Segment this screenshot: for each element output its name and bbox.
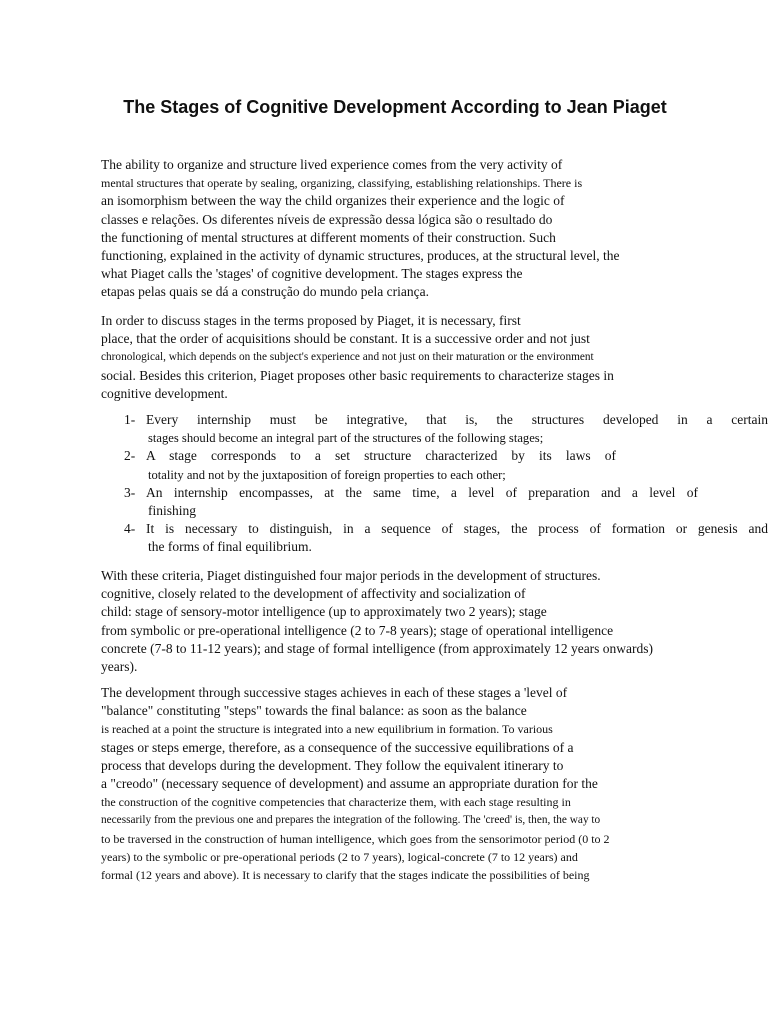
criteria-list bbox=[124, 411, 768, 557]
list-item bbox=[124, 411, 768, 447]
text-line: In order to discuss stages in the terms proposed by Piaget, it is necessary, first bbox=[101, 313, 521, 328]
text-line: the functioning of mental structures at different moments of their construction. Such bbox=[101, 229, 556, 245]
text-line: child: stage of sensory-motor intelligence (up to approximately two 2 years); stage bbox=[101, 604, 547, 620]
text-line: "balance" constituting "steps" towards the final balance: as soon as the balance bbox=[101, 703, 527, 719]
list-number: 4- bbox=[124, 521, 136, 537]
text-line: chronological, which depends on the subject's experience and not just on their maturation or the environment bbox=[101, 351, 594, 364]
text-line: an isomorphism between the way the child organizes their experience and the logic of bbox=[101, 193, 565, 209]
list-text-continued: totality and not by the juxtaposition of foreign properties to each other; bbox=[148, 467, 506, 482]
list-text-continued: the forms of final equilibrium. bbox=[148, 539, 312, 555]
text-line: cognitive development. bbox=[101, 385, 228, 401]
text-line: The development through successive stages achieves in each of these stages a 'level of bbox=[101, 685, 568, 700]
list-item bbox=[124, 520, 768, 556]
text-line: necessarily from the previous one and prepares the integration of the following. The 'creed' is, then, the way to bbox=[101, 814, 601, 827]
list-item bbox=[124, 447, 768, 483]
list-text: It is necessary to distinguish, in a sequence of stages, the process of formation or genesis and bbox=[146, 521, 768, 537]
text-line: stages or steps emerge, therefore, as a consequence of the successive equilibrations of a bbox=[101, 739, 574, 755]
list-number: 2- bbox=[124, 448, 136, 464]
text-line: mental structures that operate by sealing, organizing, classifying, establishing relationships. There is bbox=[101, 176, 583, 191]
list-text: Every internship must be integrative, that is, the structures developed in a certain bbox=[146, 412, 768, 427]
text-line: concrete (7-8 to 11-12 years); and stage of formal intelligence (from approximately 12 years onwards) bbox=[101, 640, 654, 656]
paragraph-4 bbox=[101, 684, 761, 884]
list-text-continued: finishing bbox=[148, 503, 197, 519]
text-line: years). bbox=[101, 659, 138, 675]
text-line: is reached at a point the structure is integrated into a new equilibrium in formation. To various bbox=[101, 722, 553, 737]
text-line: formal (12 years and above). It is necessary to clarify that the stages indicate the possibilities of being bbox=[101, 868, 590, 883]
paragraph-2 bbox=[101, 312, 761, 403]
text-line: the construction of the cognitive competencies that characterize them, with each stage resulting in bbox=[101, 795, 571, 810]
text-line: a "creodo" (necessary sequence of development) and assume an appropriate duration for the bbox=[101, 776, 598, 792]
list-number: 1- bbox=[124, 412, 136, 427]
list-text: A stage corresponds to a set structure characterized by its laws of bbox=[146, 448, 616, 464]
text-line: what Piaget calls the 'stages' of cognitive development. The stages express the bbox=[101, 266, 523, 282]
text-line: social. Besides this criterion, Piaget proposes other basic requirements to characterize stages in bbox=[101, 367, 614, 383]
paragraph-3 bbox=[101, 567, 761, 676]
text-line: place, that the order of acquisitions should be constant. It is a successive order and not just bbox=[101, 331, 590, 347]
text-line: from symbolic or pre-operational intelligence (2 to 7-8 years); stage of operational intelligence bbox=[101, 622, 614, 638]
text-line: process that develops during the development. They follow the equivalent itinerary to bbox=[101, 757, 564, 773]
text-line: functioning, explained in the activity of dynamic structures, produces, at the structural level, the bbox=[101, 248, 620, 264]
list-text: An internship encompasses, at the same time, a level of preparation and a level of bbox=[146, 484, 698, 500]
text-line: to be traversed in the construction of human intelligence, which goes from the sensorimotor period (0 to 2 bbox=[101, 831, 610, 846]
text-line: years) to the symbolic or pre-operational periods (2 to 7 years), logical-concrete (7 to 12 years) and bbox=[101, 849, 578, 864]
text-line: classes e relações. Os diferentes níveis de expressão dessa lógica são o resultado do bbox=[101, 211, 553, 227]
document-title: The Stages of Cognitive Development According to Jean Piaget bbox=[123, 97, 667, 117]
list-item bbox=[124, 484, 768, 520]
text-line: The ability to organize and structure lived experience comes from the very activity of bbox=[101, 157, 563, 172]
text-line: With these criteria, Piaget distinguished four major periods in the development of structures. bbox=[101, 568, 601, 583]
paragraph-1 bbox=[101, 156, 761, 302]
list-number: 3- bbox=[124, 484, 136, 500]
text-line: cognitive, closely related to the development of affectivity and socialization of bbox=[101, 586, 526, 602]
text-line: etapas pelas quais se dá a construção do mundo pela criança. bbox=[101, 284, 429, 300]
list-text-continued: stages should become an integral part of the structures of the following stages; bbox=[148, 431, 544, 446]
